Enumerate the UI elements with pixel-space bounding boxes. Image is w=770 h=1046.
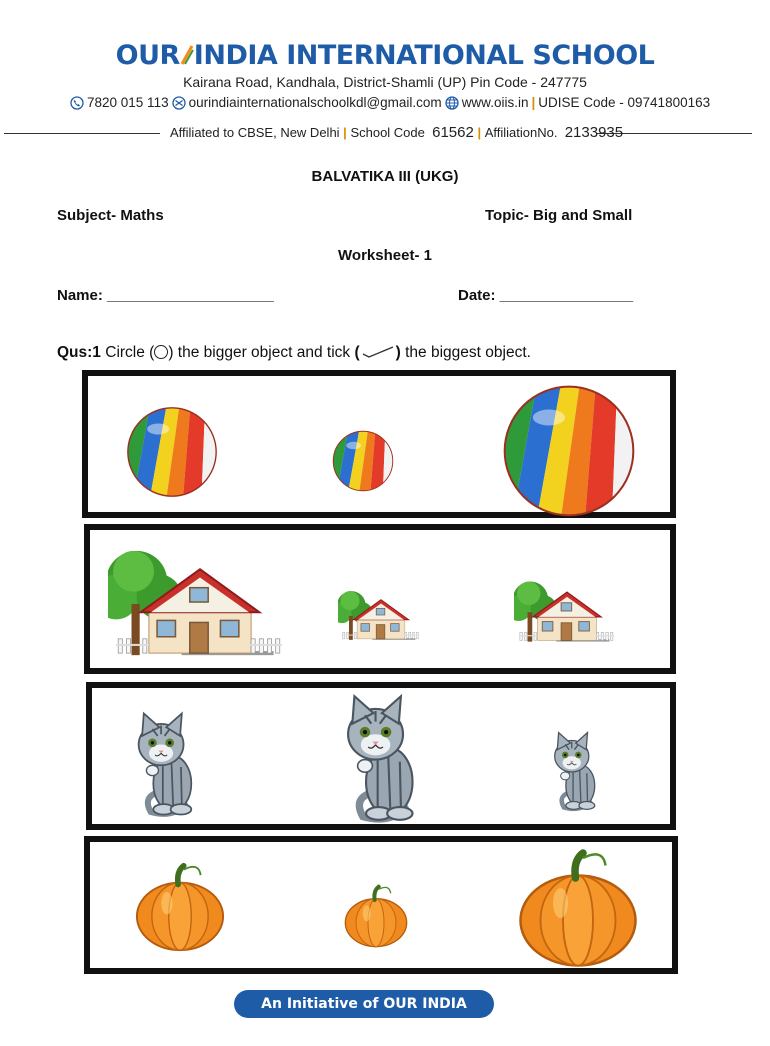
affiliation-label: AffiliationNo. [484,125,558,140]
house-with-tree-icon[interactable] [338,582,424,648]
cat-icon[interactable] [548,730,606,812]
pumpkin-icon[interactable] [510,848,646,968]
divider-left [4,133,160,134]
affiliation-number: 2133935 [564,124,624,141]
subject-label: Subject- Maths [57,207,164,224]
question-text-part1: Circle ( [105,344,155,361]
contact-line [70,95,710,110]
separator: | [339,125,351,140]
date-field[interactable]: Date: ________________ [458,287,634,304]
email-address[interactable]: ourindiainternationalschoolkdl@gmail.com [188,95,442,110]
circle-symbol-icon [154,345,168,359]
affiliation-line [170,124,623,141]
phone-icon [70,96,84,110]
footer-tagline: An Initiative of OUR INDIA FOUNDATION [234,990,494,1018]
name-field[interactable]: Name: ____________________ [57,287,274,304]
question-number: Qus:1 [57,344,101,361]
row-cats [86,682,676,830]
question-text-part3: the biggest object. [405,344,531,361]
pumpkin-icon[interactable] [130,862,230,952]
separator: | [531,95,536,110]
affiliated-text: Affiliated to CBSE, New Delhi [170,125,340,140]
house-with-tree-icon[interactable] [514,568,620,654]
school-address: Kairana Road, Kandhala, District-Shamli (UP) Pin Code - 247775 [183,74,587,90]
school-code: 61562 [432,124,474,141]
school-code-label: School Code [350,125,425,140]
flag-stroke-icon [180,40,194,71]
ball-icon[interactable] [502,384,636,518]
school-name [0,40,770,71]
question-1: Qus:1 Circle ( ) the bigger object and tick ( ) the biggest object. [57,344,531,361]
udise-code: UDISE Code - 09741800163 [538,95,711,110]
website[interactable]: www.oiis.in [461,95,529,110]
row-pumpkins [84,836,678,974]
class-title: BALVATIKA III (UKG) [311,168,459,185]
worksheet-number: Worksheet- 1 [338,247,432,264]
question-text-part2: ) the bigger object and tick [168,344,351,361]
school-name-part2: INDIA INTERNATIONAL SCHOOL [193,40,655,71]
row-houses [84,524,676,674]
cat-icon[interactable] [336,692,432,824]
separator: | [473,125,485,140]
pumpkin-icon[interactable] [342,884,410,948]
house-with-tree-icon[interactable] [108,540,292,664]
globe-icon [445,96,459,110]
ball-icon[interactable] [126,406,218,498]
school-name-part1: OUR [115,40,180,71]
row-balls [82,370,676,518]
topic-label: Topic- Big and Small [485,207,633,224]
email-icon [172,96,186,110]
tick-symbol-icon [360,345,396,359]
ball-icon[interactable] [332,430,394,492]
cat-icon[interactable] [130,710,206,818]
phone-number[interactable]: 7820 015 113 [87,95,169,110]
